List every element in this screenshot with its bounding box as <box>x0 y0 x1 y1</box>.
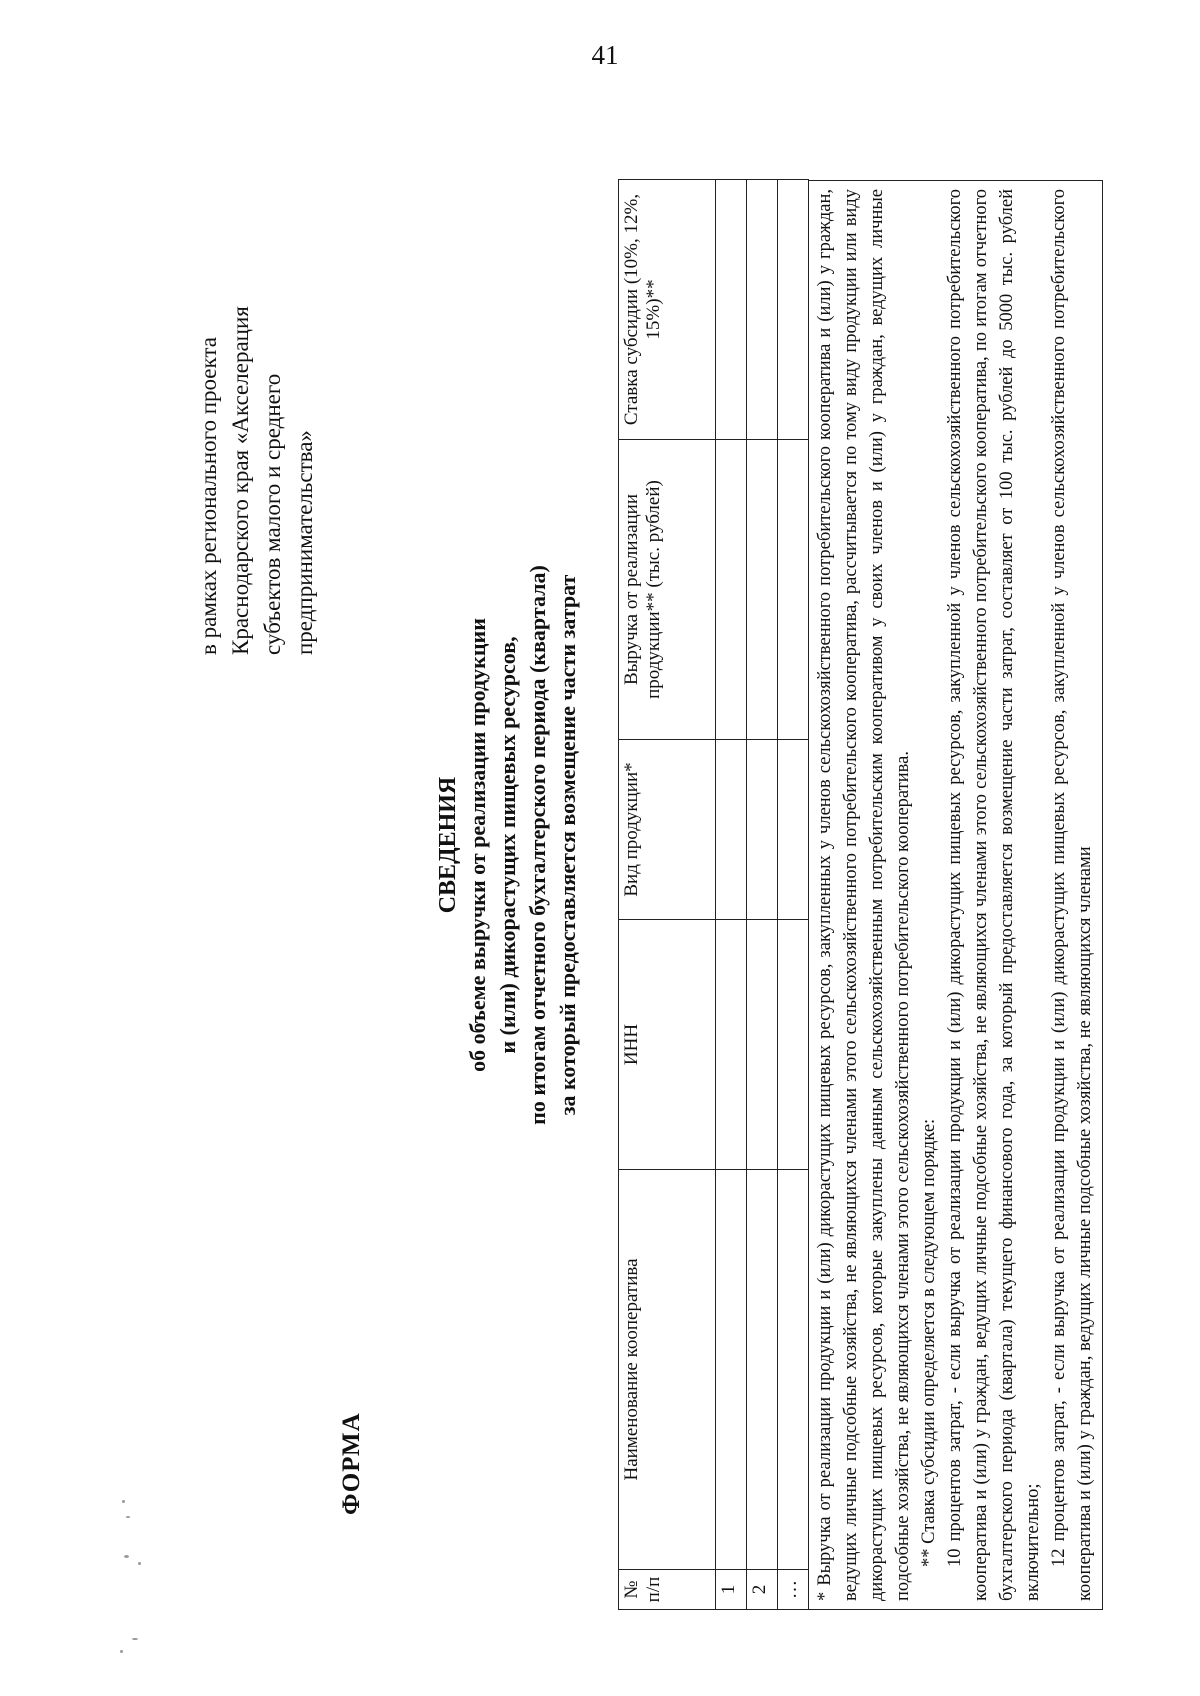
intro-text <box>193 195 321 655</box>
row-number-cell: 2 <box>747 1570 778 1610</box>
footnote-product-type: * Выручка от реализации продукции и (или) дикорастущих пищевых ресурсов, закупленных у членов сельскохозяйственного потребительского кооператива и (или) у граждан, ведущих личные подсобные хозяйства, не являющихся членами этого сельскохозяйственного потребительского кооператива, рассчитывается по тому виду продукции или виду дикорастущих пищевых ресурсов, которые закуплены данным сельскохозяйственным потребительским кооперативом у своих членов и (или) у граждан, ведущих личные подсобные хозяйства, не являющихся членами этого сельскохозяйственного потребительского кооператива. <box>815 189 913 1601</box>
table-cell <box>778 180 809 440</box>
table-cell <box>778 920 809 1170</box>
footnotes <box>809 180 1103 1610</box>
form-label: ФОРМА <box>338 1412 365 1515</box>
intro-line: Краснодарского края «Акселерация <box>228 306 253 655</box>
intro-line: субъектов малого и среднего <box>260 373 285 655</box>
subsidy-rate-12-percent: 12 процентов затрат, - если выручка от реализации продукции и (или) дикорастущих пищевых ресурсов, закупленной у членов сельскохозяйственного потребительского кооператива и (или) у граждан, ведущих личные подсобные хозяйства, не являющихся членами <box>1049 189 1095 1601</box>
table-cell <box>716 740 747 920</box>
table-row <box>778 180 809 1610</box>
footnote-subsidy-rate: ** Ставка субсидии определяется в следующем порядке: <box>919 1118 939 1567</box>
column-header-revenue: Выручка от реализации продукции** (тыс. рублей) <box>619 440 716 740</box>
table-cell <box>747 440 778 740</box>
intro-line: в рамках регионального проекта <box>196 337 221 655</box>
form-table <box>618 179 809 1610</box>
table-cell <box>747 920 778 1170</box>
title-line: по итогам отчетного бухгалтерского периода (квартала) <box>525 565 550 1125</box>
table-cell <box>716 180 747 440</box>
table-cell <box>716 1170 747 1570</box>
column-header-inn: ИНН <box>619 920 716 1170</box>
table-cell <box>778 740 809 920</box>
column-header-number: № п/п <box>619 1570 716 1610</box>
column-header-subsidy-rate: Ставка субсидии (10%, 12%, 15%)** <box>619 180 716 440</box>
title-block <box>433 495 583 1195</box>
table-cell <box>778 440 809 740</box>
column-header-cooperative-name: Наименование кооператива <box>619 1170 716 1570</box>
page-number: 41 <box>591 40 619 70</box>
intro-line: предпринимательства» <box>292 430 317 655</box>
form-table-block <box>618 180 1103 1610</box>
table-cell <box>716 440 747 740</box>
subsidy-rate-10-percent: 10 процентов затрат, - если выручка от реализации продукции и (или) дикорастущих пищевых ресурсов, закупленной у членов сельскохозяйственного потребительского кооператива и (или) у граждан, ведущих личные подсобные хозяйства, не являющихся членами этого сельскохозяйственного потребительского кооператива, по итогам отчетного бухгалтерского периода (квартала) текущего финансового года, за который предоставляется возмещение части затрат, составляет от 100 тыс. рублей до 5000 тыс. рублей включительно; <box>945 189 1043 1601</box>
table-header-row <box>619 180 716 1610</box>
table-row <box>716 180 747 1610</box>
table-cell <box>747 180 778 440</box>
rotated-landscape-content <box>98 145 1098 1645</box>
column-header-product-type: Вид продукции* <box>619 740 716 920</box>
title-line: за который предоставляется возмещение части затрат <box>555 574 580 1116</box>
row-number-cell: … <box>778 1570 809 1610</box>
table-cell <box>747 740 778 920</box>
table-cell <box>778 1170 809 1570</box>
title-line: об объеме выручки от реализации продукции <box>465 618 490 1072</box>
row-number-cell: 1 <box>716 1570 747 1610</box>
table-row <box>747 180 778 1610</box>
table-cell <box>716 920 747 1170</box>
title-line: и (или) дикорастущих пищевых ресурсов, <box>495 636 520 1054</box>
table-cell <box>747 1170 778 1570</box>
document-title: СВЕДЕНИЯ <box>435 776 461 914</box>
